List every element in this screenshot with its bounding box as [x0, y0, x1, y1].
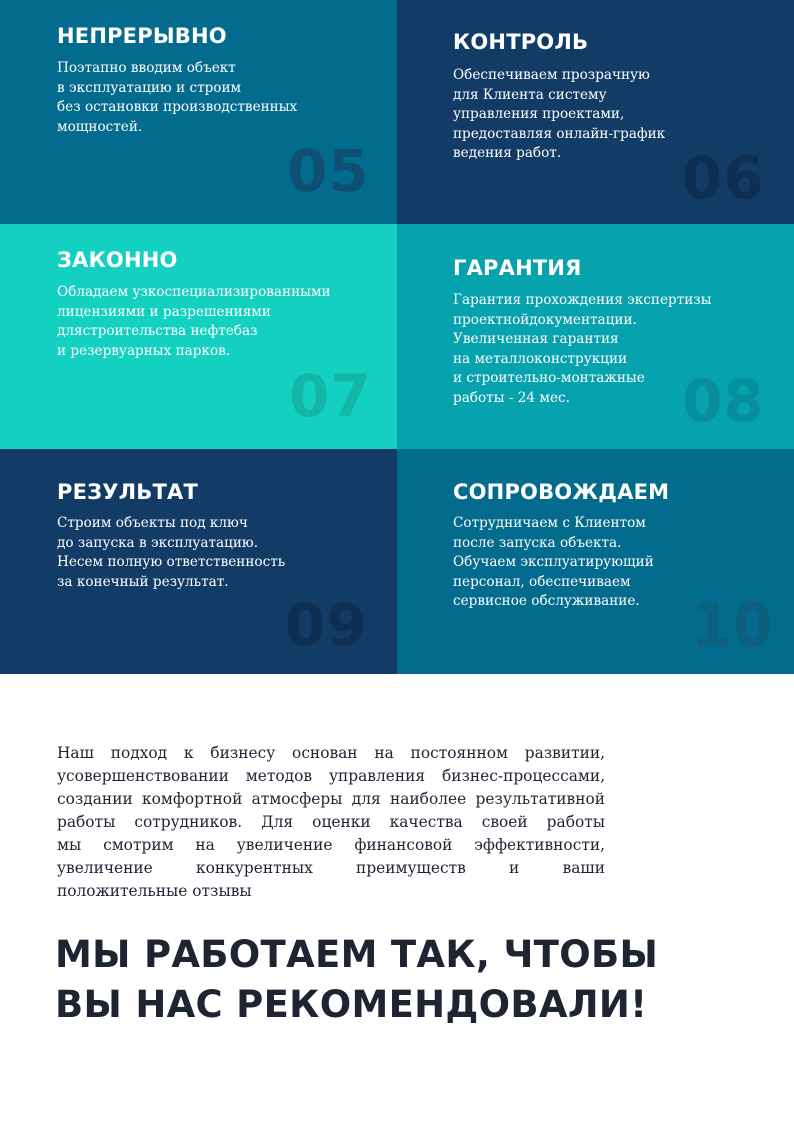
card-control [397, 0, 794, 224]
card-number: 05 [287, 137, 370, 205]
card-description: Обеспечиваем прозрачную для Клиента систему управления проектами, предоставляя онлайн-график ведения работ. [453, 67, 666, 161]
card-description: Обладаем узкоспециализированными лицензиями и разрешениями длястроительства нефтебаз и резервуарных парков. [57, 284, 331, 359]
card-description: Гарантия прохождения экспертизы проектнойдокументации. Увеличенная гарантия на металлоконструкции и строительно-монтажные работы - 24 мес. [453, 292, 712, 406]
card-number: 08 [682, 367, 765, 435]
card-number: 06 [682, 144, 765, 212]
card-support [397, 449, 794, 674]
slogan-heading: МЫ РАБОТАЕМ ТАК, ЧТОБЫ ВЫ НАС РЕКОМЕНДОВАЛИ! [55, 933, 659, 1026]
card-title: ЗАКОННО [57, 248, 178, 272]
card-description: Поэтапно вводим объект в эксплуатацию и строим без остановки производственных мощностей. [57, 60, 298, 135]
card-continuous [0, 0, 397, 224]
card-number: 07 [289, 362, 372, 430]
card-warranty [397, 224, 794, 449]
card-title: РЕЗУЛЬТАТ [57, 480, 198, 504]
card-description: Сотрудничаем с Клиентом после запуска объекта. Обучаем эксплуатирующий персонал, обеспечиваем сервисное обслуживание. [453, 515, 654, 609]
card-number: 09 [285, 591, 368, 659]
card-number: 10 [691, 591, 774, 659]
card-title: НЕПРЕРЫВНО [57, 24, 227, 48]
card-legal [0, 224, 397, 449]
card-description: Строим объекты под ключ до запуска в эксплуатацию. Несем полную ответственность за конечный результат. [57, 515, 286, 590]
card-title: ГАРАНТИЯ [453, 256, 582, 280]
card-title: КОНТРОЛЬ [453, 30, 589, 54]
card-title: СОПРОВОЖДАЕМ [453, 480, 670, 504]
approach-paragraph: Наш подход к бизнесу основан на постоянном развитии, усовершенствовании методов управления бизнес-процессами, создании комфортной атмосферы для наиболее результативной работы сотрудников. Для оценки качества своей работы мы смотрим на увеличение финансовой эффективности, увеличение конкурентных преимуществ и ваши положительные отзывы [57, 744, 605, 900]
card-result [0, 449, 397, 674]
